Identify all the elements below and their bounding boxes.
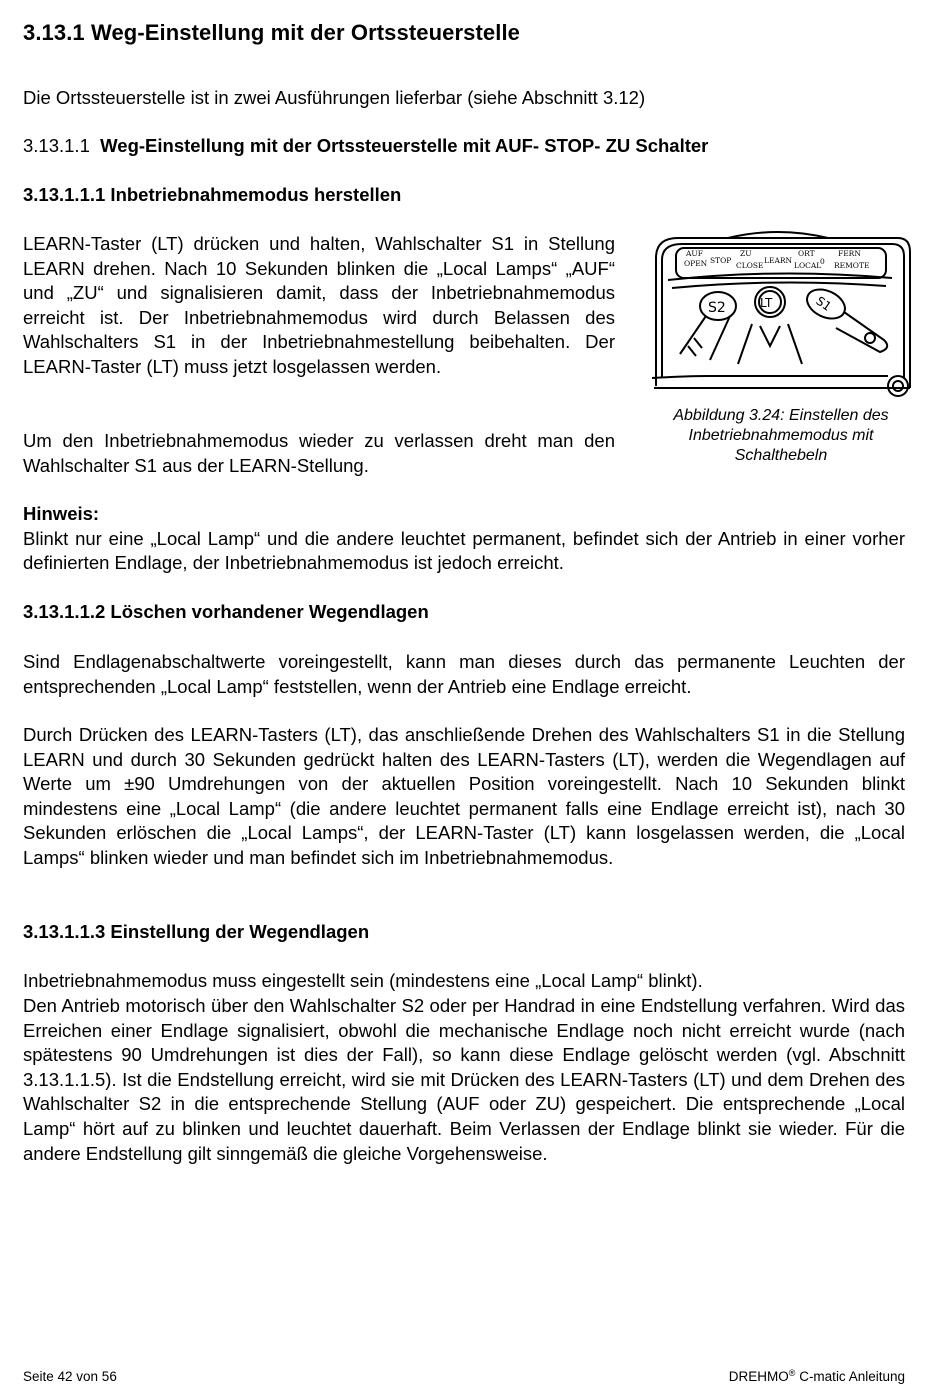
section-1-title: 3.13.1.1.1 Inbetriebnahmemodus herstellen bbox=[23, 184, 402, 205]
label-auf: AUF bbox=[686, 249, 703, 258]
label-fern: FERN bbox=[838, 249, 861, 258]
footer-brand: DREHMO bbox=[728, 1369, 789, 1384]
hint-block bbox=[23, 502, 905, 576]
hint-label: Hinweis: bbox=[23, 503, 100, 524]
footer-page-number: Seite 42 von 56 bbox=[23, 1369, 117, 1384]
section-2-title: 3.13.1.1.2 Löschen vorhandener Wegendlagen bbox=[23, 601, 429, 622]
intro-paragraph: Die Ortssteuerstelle ist in zwei Ausführungen lieferbar (siehe Abschnitt 3.12) bbox=[23, 87, 646, 108]
subsection-number: 3.13.1.1 bbox=[23, 135, 90, 156]
section-heading: 3.13.1 Weg-Einstellung mit der Ortssteuerstelle bbox=[23, 20, 521, 45]
label-s1: S1 bbox=[813, 293, 834, 314]
figure-switch-panel bbox=[648, 228, 914, 466]
section-1-paragraph-2: Um den Inbetriebnahmemodus wieder zu verlassen dreht man den Wahlschalter S1 aus der LEARN-Stellung. bbox=[23, 430, 615, 476]
label-local: LOCAL bbox=[794, 261, 822, 270]
label-remote: REMOTE bbox=[834, 261, 870, 270]
label-s2: S2 bbox=[708, 300, 726, 316]
registered-mark: ® bbox=[788, 1368, 796, 1378]
label-close: CLOSE bbox=[736, 261, 764, 270]
section-2-paragraph-1: Sind Endlagenabschaltwerte voreingestellt, kann man dieses durch das permanente Leuchten der entsprechenden „Local Lamp“ feststellen, wenn der Antrieb eine Endlage erreicht. bbox=[23, 651, 905, 697]
hint-text: Blinkt nur eine „Local Lamp“ und die andere leuchtet permanent, befindet sich der Antrieb in einer vorher definierten Endlage, der Inbetriebnahmemodus ist jedoch erreicht. bbox=[23, 527, 905, 574]
figure-caption: Abbildung 3.24: Einstellen des Inbetriebnahmemodus mit Schalthebeln bbox=[673, 407, 889, 464]
switch-panel-drawing bbox=[648, 228, 914, 400]
section-3-title: 3.13.1.1.3 Einstellung der Wegendlagen bbox=[23, 921, 370, 942]
section-2-paragraph-2: Durch Drücken des LEARN-Tasters (LT), das anschließende Drehen des Wahlschalters S1 in die Stellung LEARN und durch 30 Sekunden gedrückt halten des LEARN-Tasters (LT), werden die Wegendlagen auf Werte um ±90 Umdrehungen von der aktuellen Position voreingestellt. Nach 10 Sekunden blinkt mindestens eine „Local Lamp“ (die andere leuchtet permanent falls eine Endlage erreicht ist), nach 30 Sekunden erlöschen die „Local Lamps“, der LEARN-Taster (LT) kann losgelassen werden, die „Local Lamps“ blinken wieder und man befindet sich im Inbetriebnahmemodus. bbox=[23, 724, 905, 868]
switch-s1-lever bbox=[802, 284, 887, 352]
label-lt: LT bbox=[760, 296, 773, 310]
label-learn: LEARN bbox=[764, 256, 793, 265]
subsection-heading bbox=[23, 134, 905, 159]
label-open: OPEN bbox=[684, 259, 708, 268]
footer-doc-name: C-matic Anleitung bbox=[795, 1369, 905, 1384]
section-1-paragraph-1: LEARN-Taster (LT) drücken und halten, Wahlschalter S1 in Stellung LEARN drehen. Nach 10 Sekunden blinken die „Local Lamps“ „AUF“ und „ZU“ und signalisieren damit, dass der Inbetriebnahmemodus erreicht ist. Der Inbetriebnahmemodus wird durch Belassen des Wahlschalters S1 in der Inbetriebnahmestellung beibehalten. Der LEARN-Taster (LT) muss jetzt losgelassen werden. bbox=[23, 233, 615, 377]
label-zero: 0 bbox=[820, 257, 825, 266]
section-3-paragraph-2: Den Antrieb motorisch über den Wahlschalter S2 oder per Handrad in eine Endstellung verfahren. Wird das Erreichen einer Endlage signalisiert, obwohl die mechanische Endlage noch nicht erreicht wurde (nach spätestens 90 Umdrehungen ist dies der Fall), so kann diese Endlage gelöscht werden (vgl. Abschnitt 3.13.1.1.5). Ist die Endstellung erreicht, wird sie mit Drücken des LEARN-Tasters (LT) und dem Drehen des Wahlschalter S2 in die entsprechende Stellung (AUF oder ZU) gespeichert. Die entsprechende „Local Lamp“ hört auf zu blinken und leuchtet dauerhaft. Beim Verlassen der Endlage blinkt sie wieder. Für die andere Endstellung gilt sinngemäß die gleiche Vorgehensweise. bbox=[23, 995, 905, 1164]
label-ort: ORT bbox=[798, 249, 815, 258]
label-zu: ZU bbox=[740, 249, 752, 258]
subsection-title: Weg-Einstellung mit der Ortssteuerstelle mit AUF- STOP- ZU Schalter bbox=[100, 135, 709, 156]
label-stop: STOP bbox=[710, 256, 732, 265]
section-3-paragraph-1: Inbetriebnahmemodus muss eingestellt sein (mindestens eine „Local Lamp“ blinkt). bbox=[23, 970, 703, 991]
footer-document-title bbox=[729, 1369, 905, 1384]
